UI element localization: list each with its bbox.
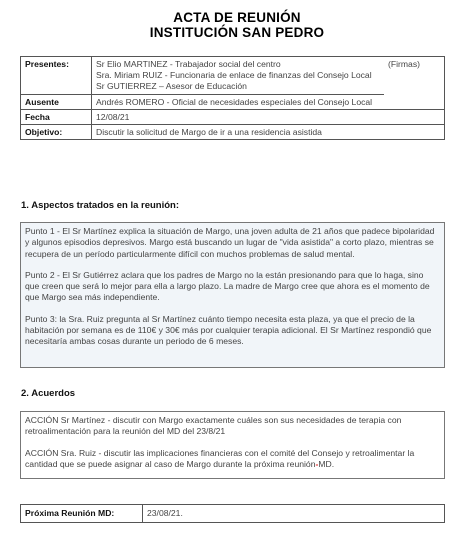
objetivo-label: Objetivo: xyxy=(21,125,92,140)
next-meeting-date: 23/08/21. xyxy=(143,505,445,523)
section2-agreements-box xyxy=(20,411,445,479)
point-paragraph: Punto 3: la Sra. Ruiz pregunta al Sr Martínez cuánto tiempo necesita esta plaza, ya que el precio de la habitación por semana es de 110€ y 30€ más por cualquier terapia adicional. El Sr Martínez respondió que necesitaría ambas cosas durante un periodo de 6 meses. xyxy=(25,313,432,347)
section1-heading: 1. Aspectos tratados en la reunión: xyxy=(21,200,180,211)
objetivo-row xyxy=(21,125,445,140)
cursor-mark: - xyxy=(315,458,319,469)
attendee: Sr GUTIERREZ – Asesor de Educación xyxy=(96,81,247,91)
meeting-info-table xyxy=(20,56,445,140)
ausente-label: Ausente xyxy=(21,95,92,110)
presentes-row xyxy=(21,57,445,95)
action-text: ACCIÓN Sra. Ruiz - discutir las implicaciones financieras con el comité del Consejo y retroalimentar la cantidad que se puede asignar al caso de Margo durante la próxima reunión xyxy=(25,447,415,469)
action-paragraph xyxy=(25,448,440,471)
firmas-cell: (Firmas) xyxy=(384,57,445,110)
fecha-row xyxy=(21,110,445,125)
fecha-value: 12/08/21 xyxy=(92,110,445,125)
attendee: Sra. Miriam RUIZ - Funcionaria de enlace de finanzas del Consejo Local xyxy=(96,70,372,80)
next-meeting-label: Próxima Reunión MD: xyxy=(21,505,143,523)
document-title: ACTA DE REUNIÓN xyxy=(173,10,301,25)
section1-points-box xyxy=(20,222,445,368)
objetivo-value: Discutir la solicitud de Margo de ir a una residencia asistida xyxy=(92,125,445,140)
next-meeting-table xyxy=(20,504,445,523)
fecha-label: Fecha xyxy=(21,110,92,125)
institution-title: INSTITUCIÓN SAN PEDRO xyxy=(149,25,325,40)
presentes-label: Presentes: xyxy=(21,57,92,95)
point-paragraph: Punto 1 - El Sr Martínez explica la situación de Margo, una joven adulta de 21 años que padece bipolaridad y algunos episodios depresivos. Margo está buscando un lugar de "vida asistida" a corto plazo, mientras se recupera de un período particularmente difícil con muchos problemas de salud mental. xyxy=(25,226,435,259)
attendee: Sr Elio MARTINEZ - Trabajador social del centro xyxy=(96,59,281,69)
action-text-end: MD. xyxy=(318,458,335,469)
ausente-value: Andrés ROMERO - Oficial de necesidades especiales del Consejo Local xyxy=(92,95,385,110)
next-meeting-row xyxy=(21,505,445,523)
presentes-list xyxy=(92,57,385,95)
section2-heading: 2. Acuerdos xyxy=(21,388,76,399)
point-paragraph: Punto 2 - El Sr Gutiérrez aclara que los padres de Margo no la están presionando para que lo haga, sino que creen que será lo mejor para ella a largo plazo. La madre de Margo cree que ahora es el momento de que Margo sea más independiente. xyxy=(25,269,430,303)
action-paragraph: ACCIÓN Sr Martínez - discutir con Margo exactamente cuáles son sus necesidades de terapia con retroalimentación para la reunión del MD del 23/8/21 xyxy=(25,415,402,437)
ausente-row xyxy=(21,95,445,110)
